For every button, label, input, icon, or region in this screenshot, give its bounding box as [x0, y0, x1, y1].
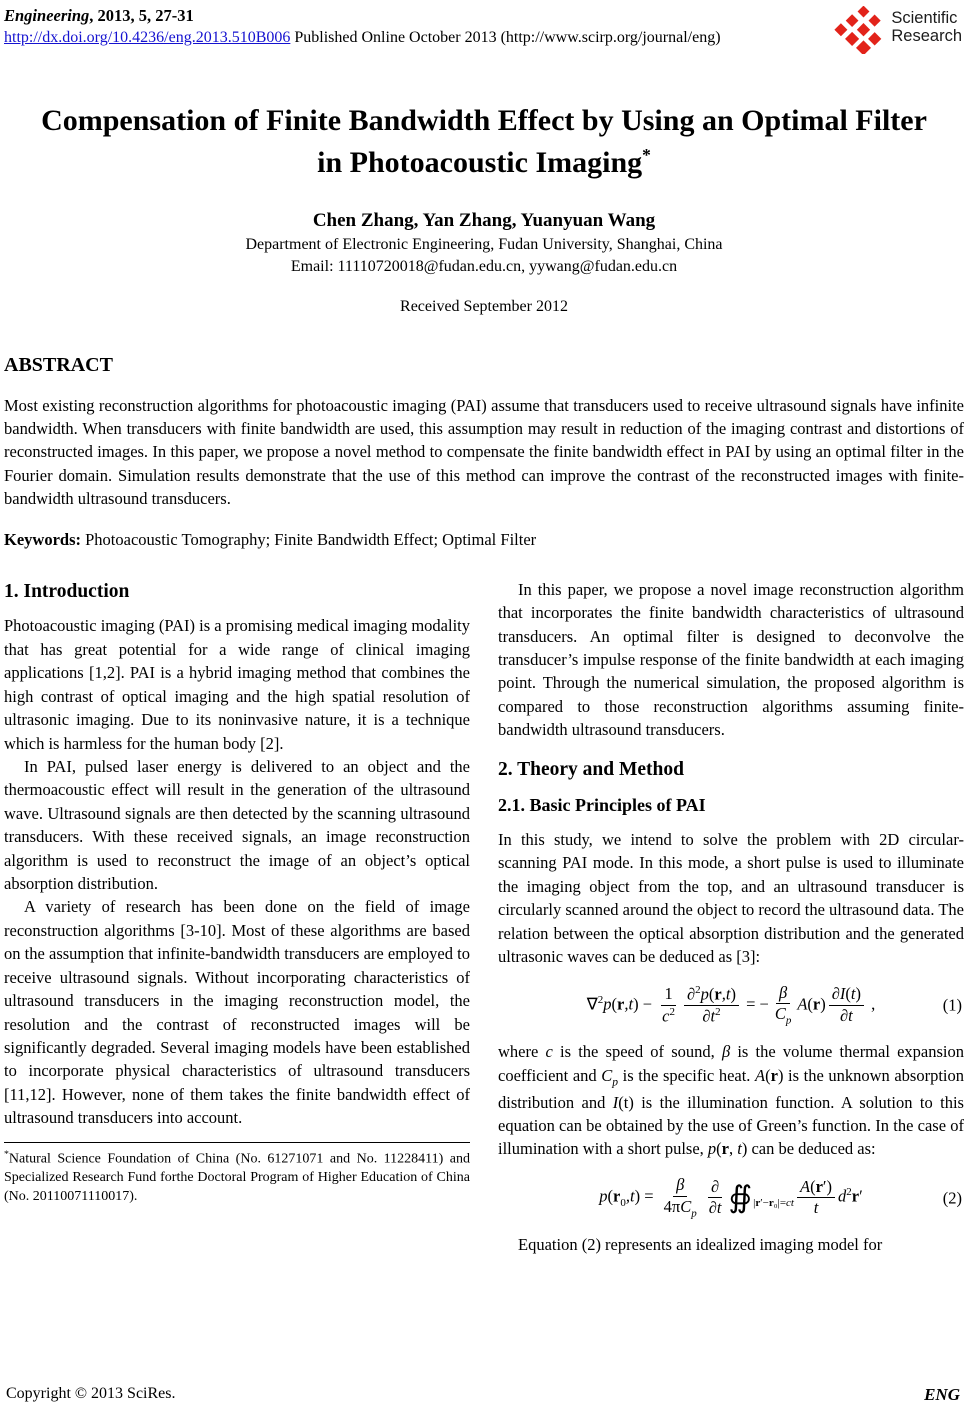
keywords-label: Keywords: [4, 529, 81, 549]
right-column [498, 578, 964, 1257]
intro-paragraph-1: Photoacoustic imaging (PAI) is a promising medical imaging modality that has great potential for a wide range of clinical imaging applications [1,2]. PAI is a hybrid imaging method that combines the high contrast of optical imaging and the high spatial resolution of ultrasonic imaging. Due to its noninvasive nature, it is a technique which is harmless for the human body [2]. [4, 616, 470, 753]
logo-word-1: Scientific [891, 9, 958, 27]
equation-1-number: (1) [942, 995, 962, 1015]
theory-paragraph-3: Equation (2) represents an idealized imaging model for [518, 1234, 883, 1254]
intro-paragraph-3: A variety of research has been done on the field of image reconstruction algorithms [3-10]. Most of these algorithms are based on the assumption that infinite-bandwidth transducers are employed to receive ultrasound signals. Without incorporating characteristics of ultrasound transducers in the imaging reconstruction model, the resolution and the contrast of reconstructed images will be significantly degraded. Several imaging models have been established to incorporate physical characteristics of ultrasound transducers [11,12]. However, none of them takes the finite bandwidth effect of ultrasound transducers into account. [4, 897, 470, 1128]
page-title [34, 100, 934, 184]
doi-line [4, 29, 721, 47]
footnote [4, 1148, 470, 1207]
journal-citation-rest: , 2013, 5, 27-31 [89, 6, 194, 25]
equation-1-body: ∇$^2$p(r,t) − $\frac{1}{c^2}$ $\frac{\partial^2p(r,t)}{\partial t^2}$ = − $\frac{\beta}{C_p}$ A(r) $\frac{\partial I(t)}{\partial t}$ , [586, 982, 876, 1027]
footnote-rule [4, 1142, 470, 1143]
logo-word-2: Research [891, 27, 962, 46]
intro-paragraph-2: In PAI, pulsed laser energy is delivered to an object and the thermoacoustic effect will result in the generation of the ultrasound wave. Ultrasound signals are then detected by the scanning ultrasound transducers. With these received signals, an image reconstruction algorithm is used to reconstruct the image of an object’s optical absorption distribution. [4, 756, 470, 894]
section-heading-theory: 2. Theory and Method [498, 758, 684, 780]
doi-link[interactable]: http://dx.doi.org/10.4236/eng.2013.510B006 [4, 29, 291, 46]
paper-proposal-paragraph: In this paper, we propose a novel image reconstruction algorithm that incorporates the finite bandwidth characteristics of ultrasound transducers. An optimal filter is designed to deconvolve the transducer’s impulse response of the finite bandwidth at each imaging point. Through the numerical simulation, the proposed algorithm is compared to those reconstruction algorithms assuming finite-bandwidth ultrasound transducers. [498, 579, 964, 740]
footnote-text: Natural Science Foundation of China (No. 61271071 and No. 11228411) and Specialized Research Fund forthe Doctoral Program of Higher Education of China (No. 20110071110017). [4, 1151, 470, 1205]
page-header [4, 6, 964, 54]
authors-line: Chen Zhang, Yan Zhang, Yuanyuan Wang [312, 210, 656, 231]
equation-2-body: $p(r_0,t)$ = $\frac{\beta}{4\pi C_p}$ $\frac{\partial}{\partial t}$ $∯_{|r'-r_0|=ct}$ $\frac{A(r')}{t}$ $d^2r'$ [599, 1174, 863, 1219]
equation-1 [498, 978, 964, 1032]
published-online-text: Published Online October 2013 (http://www.scirp.org/journal/eng) [290, 29, 721, 46]
footnote-mark: * [4, 1148, 9, 1160]
body-columns [4, 578, 964, 1257]
equation-2 [498, 1171, 964, 1225]
keywords-text: Photoacoustic Tomography; Finite Bandwidth Effect; Optimal Filter [81, 529, 537, 549]
keywords-line [4, 530, 964, 550]
page-footer [6, 1385, 960, 1405]
journal-citation [4, 6, 721, 26]
journal-name: Engineering [4, 6, 90, 25]
affiliation-line: Department of Electronic Engineering, Fudan University, Shanghai, China [245, 236, 723, 253]
abstract-text: Most existing reconstruction algorithms for photoacoustic imaging (PAI) assume that transducers used to receive ultrasound signals have infinite bandwidth. When transducers with finite bandwidth are used, this assumption may result in reduction of the imaging contrast and distortions of reconstructed images. In this paper, we propose a novel method to compensate the finite bandwidth effect in PAI by using an optimal filter in the Fourier domain. Simulation results demonstrate that the use of this method can improve the contrast of the reconstructed images with finite-bandwidth ultrasound transducers. [4, 395, 964, 509]
equation-2-number: (2) [942, 1188, 962, 1208]
journal-info [4, 6, 721, 47]
title-footnote-mark: * [642, 145, 651, 165]
theory-paragraph-1: In this study, we intend to solve the problem with 2D circular-scanning PAI mode. In this mode, a short pulse is used to illuminate the imaging object from the top, and an ultrasound transducer is circularly scanned around the object to record the ultrasound data. The relation between the optical absorption distribution and the generated ultrasonic waves can be deduced as [3]: [498, 829, 964, 966]
journal-code: ENG [924, 1385, 960, 1404]
logo-wordmark [891, 9, 962, 46]
email-line: Email: 11110720018@fudan.edu.cn, yywang@fudan.edu.cn [290, 258, 678, 275]
copyright-text: Copyright © 2013 SciRes. [6, 1385, 176, 1402]
left-column [4, 578, 470, 1257]
title-text: Compensation of Finite Bandwidth Effect by Using an Optimal Filter in Photoacoustic Imaging [41, 104, 927, 179]
scirp-diamonds-icon [832, 6, 886, 54]
scientific-research-logo [832, 6, 962, 54]
abstract-heading: ABSTRACT [4, 354, 113, 376]
theory-paragraph-2: where c is the speed of sound, β is the volume thermal expansion coefficient and $C_p$ is the specific heat. A(r) is the unknown absorption distribution and I(t) is the illumination function. A solution to this equation can be obtained by the use of Green’s function. In the case of illumination with a short pulse, p(r, t) can be deduced as: [498, 1042, 965, 1159]
received-line: Received September 2012 [400, 298, 568, 315]
section-heading-introduction: 1. Introduction [4, 580, 130, 602]
subsection-heading-basic-principles: 2.1. Basic Principles of PAI [498, 795, 706, 816]
